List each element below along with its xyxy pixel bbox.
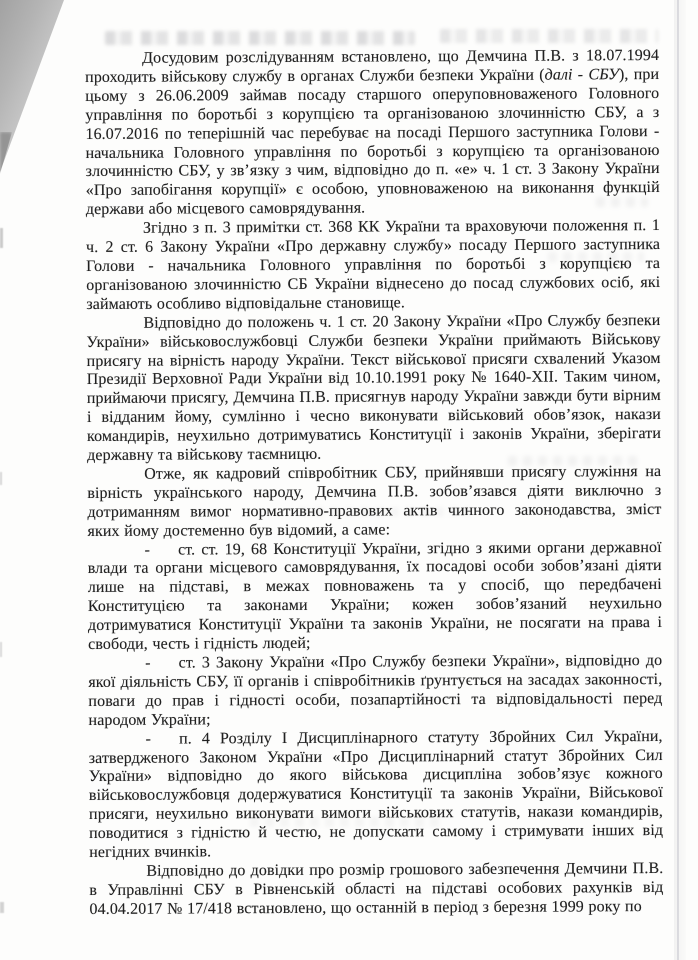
dash-bullet: - [144,541,151,559]
scan-left-edge-mark [0,642,2,657]
scan-left-edge-mark [0,902,4,913]
paragraph-text: ст. ст. 19, 68 Конституції України, згідно з якими органи державної влади та органи місцевого самоврядування, їх посадові особи зобов’язані діяти лише на підставі, в межах повноважень та у спосіб, що передбачені Конституцією та законами України; кожен зобов’язаний неухильно дотримуватися Конституції України та законів України, не посягати на права і свободи, честь і гідність людей; [87,538,663,654]
paragraph-obligations-intro: Отже, як кадровий співробітник СБУ, прийнявши присягу служіння на вірність українського народу, Демчина П.В. зобов’язався діяти виключно з дотриманням вимог нормативно-правових актів чинного законодавства, зміст яких йому достеменно був відомий, а саме: [87,462,662,540]
bleed-through-text-smudge [440,29,658,43]
italic-abbreviation: далі - СБУ [544,66,619,84]
paragraph-text: ст. 3 Закону України «Про Службу безпеки України», відповідно до якої діяльність СБУ, її органів і співробітників ґрунтується на засадах законності, поваги до прав і гідності особи, позапартійності та відповідальності перед народом України; [88,651,663,729]
dash-bullet: - [145,654,151,672]
bullet-paragraph-sbu-law [88,652,662,731]
paragraph-salary-certificate: Відповідно до довідки про розмір грошового забезпечення Демчини П.В. в Управлінні СБУ в Рівненській області на підставі особових рахунків від 04.04.2017 № 17/418 встановлено, що останній в період з березня 1999 року по [89,859,664,918]
document-body [85,47,664,920]
paragraph-text: ), при цьому з 26.06.2009 займав посаду старшого оперуповноваженого Головного управління по боротьбі з корупцією та організованою злочинністю СБУ, а з 16.07.2016 по теперішній час перебуває на посаді Першого заступника Голови - начальника Головного управління по боротьбі з корупцією та організованою злочинністю СБУ, у зв’язку з чим, відповідно до п. «е» ч. 1 ст. 3 Закону України «Про запобігання корупції» є особою, уповноваженою на виконання функцій держави або місцевого самоврядування. [85,65,660,219]
paragraph-text: Досудовим розслідуванням встановлено, що Демчина П.В. з 18.07.1994 проходить військову службу в органах Служби безпеки України ( [85,46,660,86]
scan-right-edge-line [677,0,679,960]
paragraph-service-history [85,47,660,220]
paragraph-military-oath: Відповідно до положень ч. 1 ст. 20 Закону України «Про Службу безпеки України» військовослужбовці Служби безпеки України приймають Військову присягу на вірність народу України. Текст військової присяги схвалений Указом Президії Верховної Ради України від 10.10.1991 року № 1640-XII. Таким чином, приймаючи присягу, Демчина П.В. присягнув народу України завжди бути вірним і відданим йому, сумлінно і чесно виконувати військовий обов’язок, накази командирів, неухильно дотримуватись Конституції і законів України, зберігати державну та військову таємницю. [86,311,662,465]
dash-bullet: - [145,730,152,748]
scan-right-edge-shading [674,0,686,960]
bullet-paragraph-disciplinary-statute [89,728,664,863]
bleed-through-text-smudge [105,31,415,45]
bullet-paragraph-constitution [88,539,663,655]
paragraph-text: п. 4 Розділу І Дисциплінарного статуту Збройних Сил України, затвердженого Законом України «Про Дисциплінарний статут Збройних Сил України» відповідно до якого військова дисципліна зобов’язує кожного військовослужбовця додержуватися Конституції та законів України, Військової присяги, неухильно виконувати вимоги військових статутів, накази командирів, поводитися з гідністю й честю, не допускати самому і стримувати інших від негідних вчинків. [88,727,664,862]
page-corner-fold-shadow [0,0,64,172]
scan-left-edge-mark [0,472,2,485]
scan-left-edge-mark [0,228,3,248]
paragraph-official-position: Згідно з п. 3 примітки ст. 368 КК України та враховуючи положення п. 1 ч. 2 ст. 6 Закону України «Про державну службу» посаду Першого заступника Голови - начальника Головного управління по боротьбі з корупцією та організованою злочинністю СБ України віднесено до посад службових осіб, які займають особливо відповідальне становище. [85,217,661,313]
